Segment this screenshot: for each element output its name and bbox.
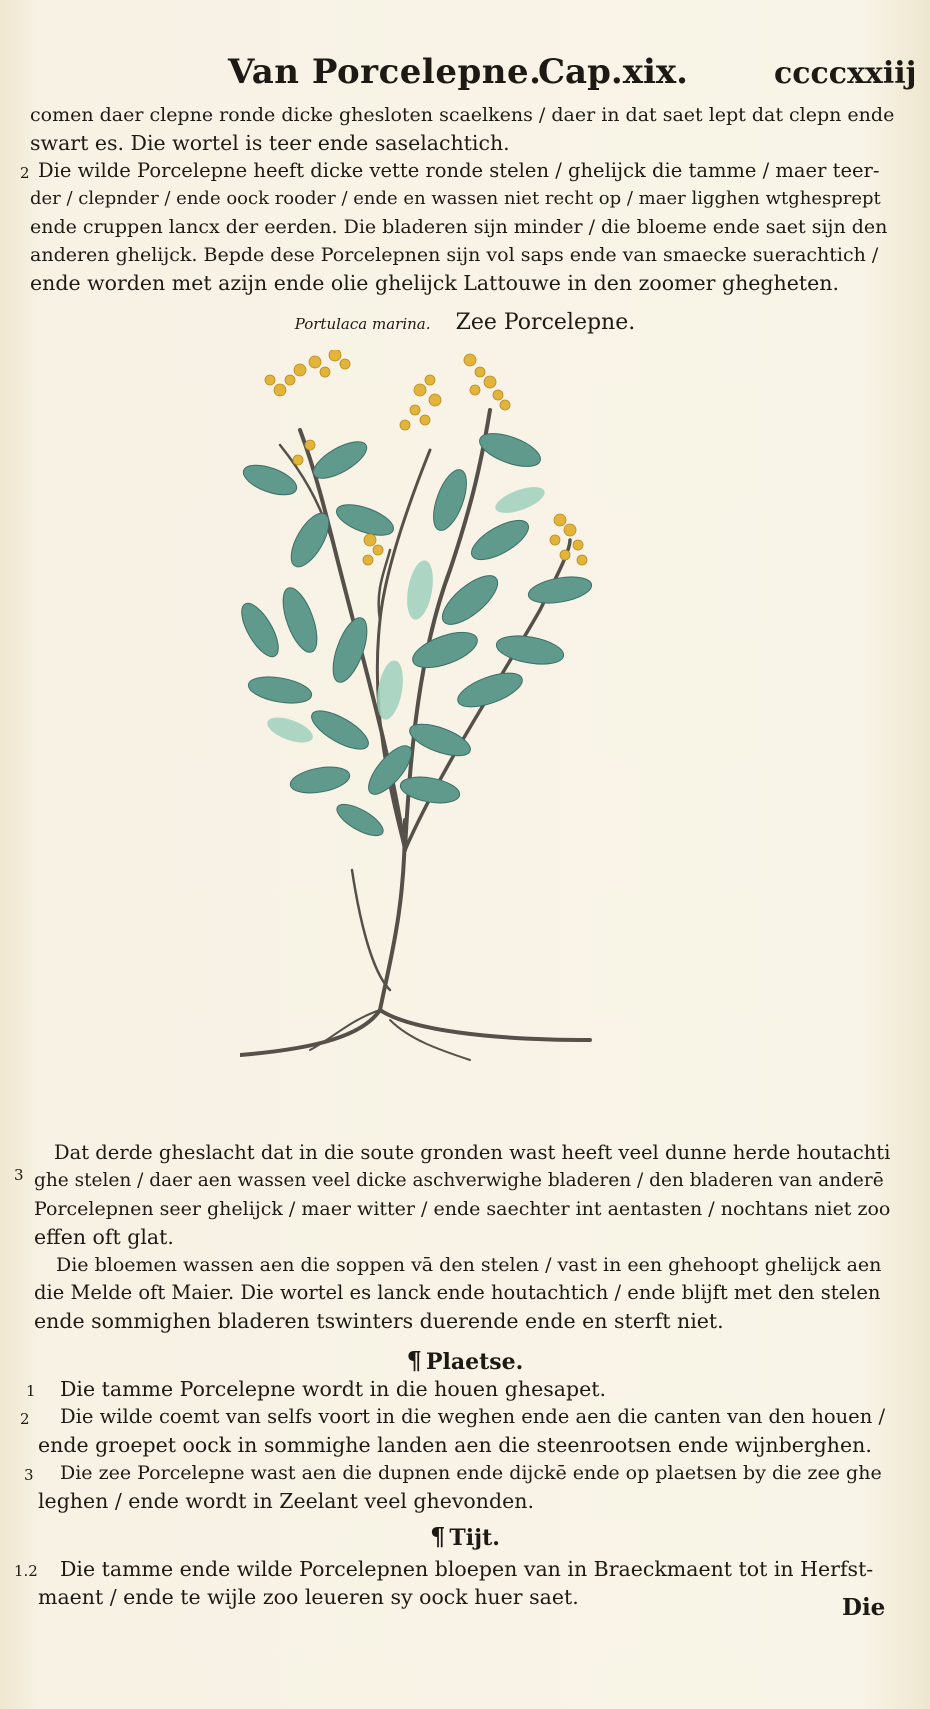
text-line: swart es. Die wortel is teer ende saselachtich. — [30, 131, 510, 155]
text-line: ende sommighen bladeren tswinters duerende ende en sterft niet. — [34, 1309, 724, 1333]
text-line: leghen / ende wordt in Zeelant veel ghevonden. — [38, 1489, 534, 1513]
text-line: ende worden met azijn ende olie ghelijck Lattouwe in den zoomer ghegheten. — [30, 271, 839, 295]
pilcrow-icon: ¶ — [406, 1346, 422, 1375]
text-line: effen oft glat. — [34, 1225, 174, 1249]
text-line: anderen ghelijck. Bepde dese Porcelepnen sijn vol saps ende van smaecke suerachtich / — [30, 244, 879, 266]
text-line: ghe stelen / daer aen wassen veel dicke aschverwighe bladeren / den bladeren van anderē — [34, 1170, 884, 1191]
section-heading-plaetse — [0, 1346, 930, 1375]
text-line: Die tamme ende wilde Porcelepnen bloepen van in Braeckmaent tot in Herfst- — [60, 1557, 874, 1581]
paragraph-number: 1 — [26, 1382, 36, 1400]
paragraph-number: 3 — [24, 1466, 34, 1484]
text-line: die Melde oft Maier. Die wortel es lanck ende houtachtich / ende blijft met den stelen — [34, 1281, 881, 1304]
caption-dutch: Zee Porcelepne. — [455, 310, 636, 335]
text-line: Die tamme Porcelepne wordt in die houen ghesapet. — [60, 1377, 606, 1401]
pilcrow-icon: ¶ — [430, 1522, 446, 1551]
text-line: der / clepnder / ende oock rooder / ende en wassen niet recht op / maer ligghen wtghesprept — [30, 188, 881, 209]
text-line: Die zee Porcelepne wast aen die dupnen ende dijckē ende op plaetsen by die zee ghe — [60, 1462, 882, 1484]
paragraph-number: 1.2 — [14, 1562, 38, 1580]
heading-text: Tijt. — [449, 1525, 500, 1551]
text-line: Die wilde Porcelepne heeft dicke vette ronde stelen / ghelijck die tamme / maer teer- — [38, 159, 880, 182]
text-line: ende groepet oock in sommighe landen aen die steenrootsen ende wijnberghen. — [38, 1433, 872, 1457]
chapter-number: Cap.xix. — [538, 52, 688, 92]
catchword: Die — [842, 1594, 886, 1621]
text-line: comen daer clepne ronde dicke ghesloten scaelkens / daer in dat saet lept dat clepn ende — [30, 104, 895, 126]
paragraph-number: 2 — [20, 164, 30, 182]
text-line: maent / ende te wijle zoo leueren sy oock huer saet. — [38, 1585, 579, 1609]
plant-illustration — [240, 350, 680, 1130]
figure-caption — [0, 310, 930, 335]
text-line: Porcelepnen seer ghelijck / maer witter / ende saechter int aentasten / nochtans niet zoo — [34, 1198, 891, 1220]
text-line: Die wilde coemt van selfs voort in die weghen ende aen die canten van den houen / — [60, 1405, 886, 1428]
caption-latin: Portulaca marina. — [294, 315, 431, 333]
paragraph-number: 2 — [20, 1410, 30, 1428]
text-line: ende cruppen lancx der eerden. Die bladeren sijn minder / die bloeme ende saet sijn den — [30, 216, 888, 238]
text-line: Die bloemen wassen aen die soppen vā den stelen / vast in een ghehoopt ghelijck aen — [56, 1254, 882, 1276]
text-line: Dat derde gheslacht dat in die soute gronden wast heeft veel dunne herde houtachti — [54, 1141, 891, 1164]
heading-text: Plaetse. — [425, 1349, 524, 1375]
section-heading-tijt — [0, 1522, 930, 1551]
running-header — [0, 52, 930, 102]
running-title: Van Porcelepne. — [228, 52, 542, 92]
folio-number: ccccxxiij — [774, 56, 917, 91]
paragraph-number: 3 — [14, 1166, 24, 1184]
